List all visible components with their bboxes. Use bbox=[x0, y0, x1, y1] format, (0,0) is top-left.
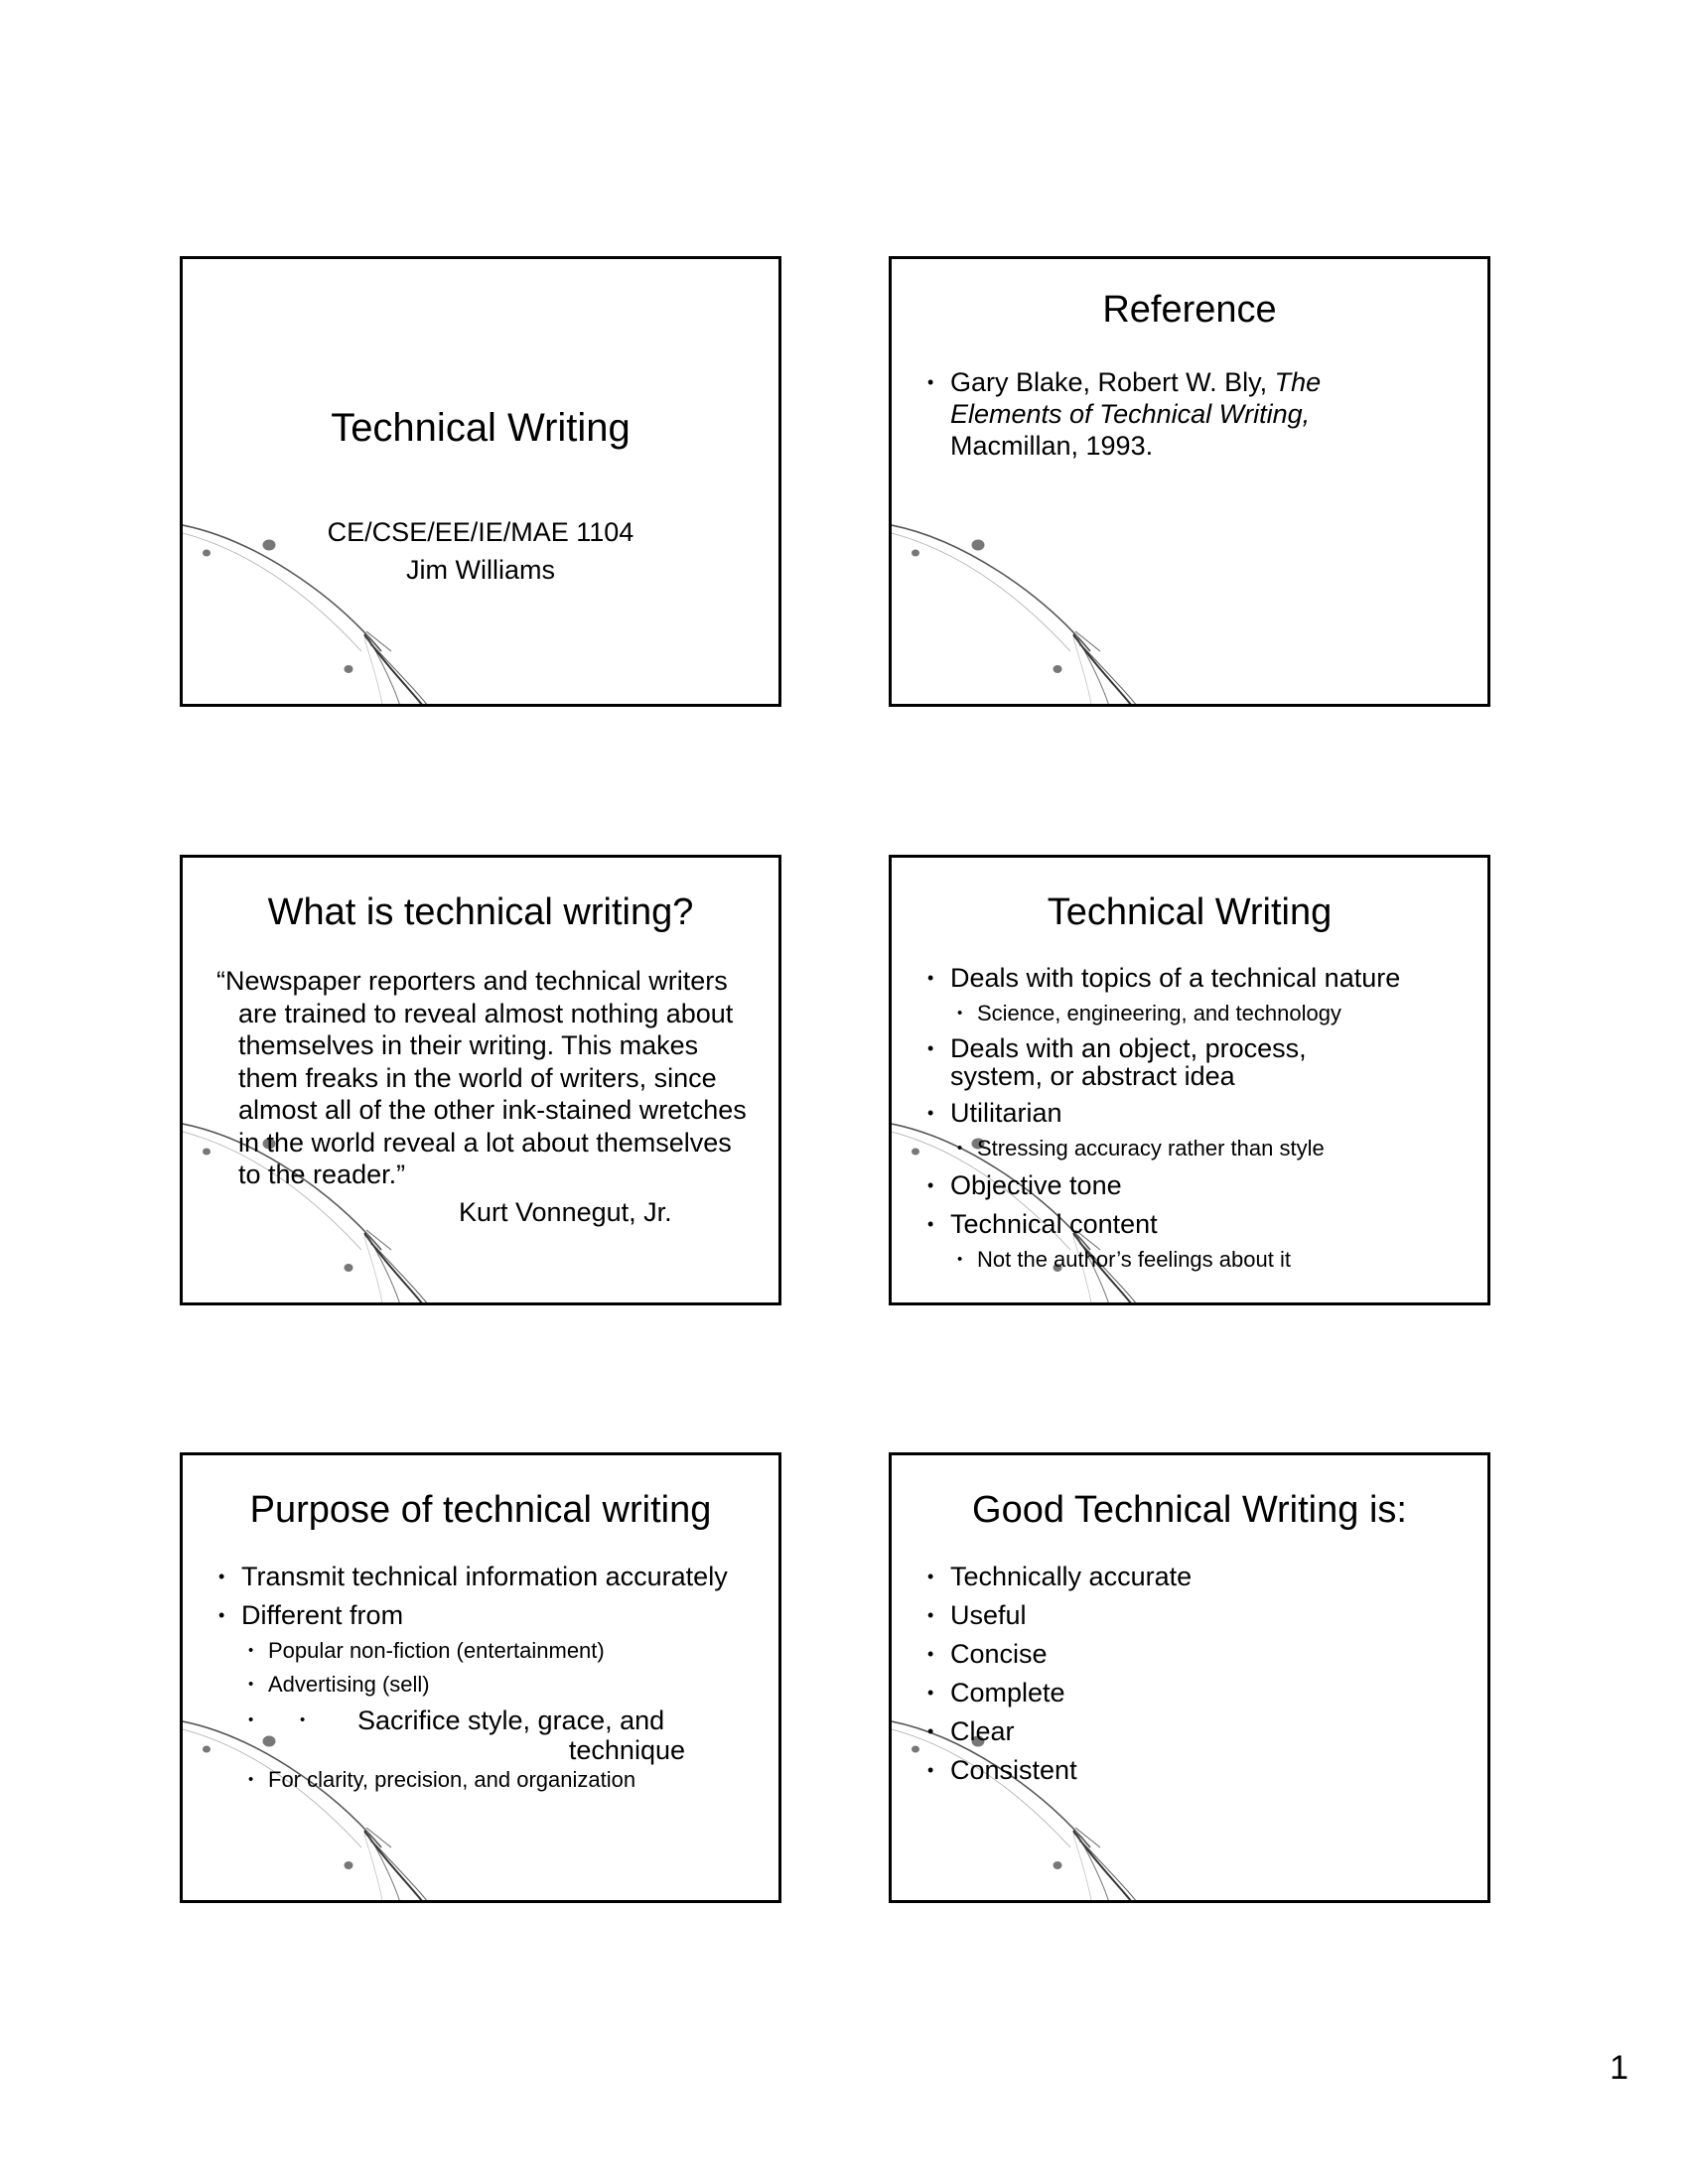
reference-publisher: Macmillan, 1993. bbox=[950, 431, 1154, 461]
list-item: • Complete bbox=[927, 1677, 1458, 1708]
list-item: • Objective tone bbox=[927, 1169, 1458, 1201]
quote-line: in the world reveal a lot about themselves bbox=[238, 1127, 732, 1158]
list-subitem: • Popular non-fiction (entertainment) bbox=[218, 1638, 749, 1664]
list-subitem: • Science, engineering, and technology bbox=[927, 1001, 1458, 1026]
quote-line: “Newspaper reporters and technical writers bbox=[216, 966, 728, 996]
slide-2 bbox=[889, 256, 1490, 707]
list-item: • Technically accurate bbox=[927, 1561, 1458, 1592]
list-item: • Transmit technical information accurately bbox=[218, 1561, 749, 1592]
list-item: • Clear bbox=[927, 1715, 1458, 1747]
bullet-list bbox=[927, 1561, 1458, 1793]
slide-title: Reference bbox=[1102, 289, 1277, 331]
list-item: • Different from bbox=[218, 1599, 749, 1631]
quote-line: them freaks in the world of writers, since bbox=[238, 1062, 717, 1093]
slide-title: Technical Writing bbox=[331, 406, 631, 450]
subitem-text-continued: technique bbox=[568, 1735, 685, 1765]
slide-title: Purpose of technical writing bbox=[249, 1489, 712, 1531]
slide-5 bbox=[180, 1452, 781, 1903]
slide-6 bbox=[889, 1452, 1490, 1903]
list-subitem: • Not the author’s feelings about it bbox=[927, 1247, 1458, 1273]
slide-title: What is technical writing? bbox=[267, 891, 694, 933]
course-code: CE/CSE/EE/IE/MAE 1104 bbox=[327, 517, 634, 547]
reference-authors: Gary Blake, Robert W. Bly, bbox=[950, 367, 1268, 397]
list-item: • Technical content bbox=[927, 1208, 1458, 1240]
list-item: • Utilitarian bbox=[927, 1097, 1458, 1129]
slide-3 bbox=[180, 855, 781, 1305]
list-subitem: • For clarity, precision, and organization bbox=[218, 1767, 749, 1793]
slide-title: Good Technical Writing is: bbox=[972, 1489, 1407, 1531]
book-title-part-a: The bbox=[1274, 367, 1322, 397]
slide-title: Technical Writing bbox=[1047, 891, 1333, 933]
vonnegut-quote bbox=[216, 965, 759, 1191]
list-item: • Concise bbox=[927, 1638, 1458, 1670]
decorative-swoosh-icon bbox=[183, 259, 781, 707]
list-subitem: • Advertising (sell) bbox=[218, 1672, 749, 1698]
author-name: Jim Williams bbox=[406, 555, 555, 585]
slide-1 bbox=[180, 256, 781, 707]
quote-line: almost all of the other ink-stained wretches bbox=[238, 1095, 747, 1125]
bullet-list bbox=[927, 962, 1458, 1281]
slide-4 bbox=[889, 855, 1490, 1305]
book-title-part-b: Elements of Technical Writing, bbox=[950, 399, 1311, 429]
list-item: • Deals with an object, process, system, or abstract idea bbox=[927, 1034, 1458, 1090]
reference-list bbox=[927, 366, 1458, 469]
page-number: 1 bbox=[1610, 2049, 1628, 2087]
subitem-text: Sacrifice style, grace, and bbox=[357, 1706, 665, 1735]
quote-line: are trained to reveal almost nothing about bbox=[238, 998, 734, 1028]
bullet-list bbox=[218, 1561, 749, 1801]
bullet-icon: • • bbox=[300, 1711, 306, 1728]
reference-item bbox=[927, 366, 1458, 462]
list-item: • Useful bbox=[927, 1599, 1458, 1631]
list-subitem: • Stressing accuracy rather than style bbox=[927, 1136, 1458, 1161]
list-subitem bbox=[218, 1706, 749, 1765]
list-item: • Consistent bbox=[927, 1754, 1458, 1786]
quote-attribution: Kurt Vonnegut, Jr. bbox=[459, 1197, 672, 1227]
list-item: • Deals with topics of a technical nature bbox=[927, 962, 1458, 994]
quote-line: to the reader.” bbox=[238, 1160, 406, 1189]
quote-line: themselves in their writing. This makes bbox=[238, 1030, 699, 1060]
